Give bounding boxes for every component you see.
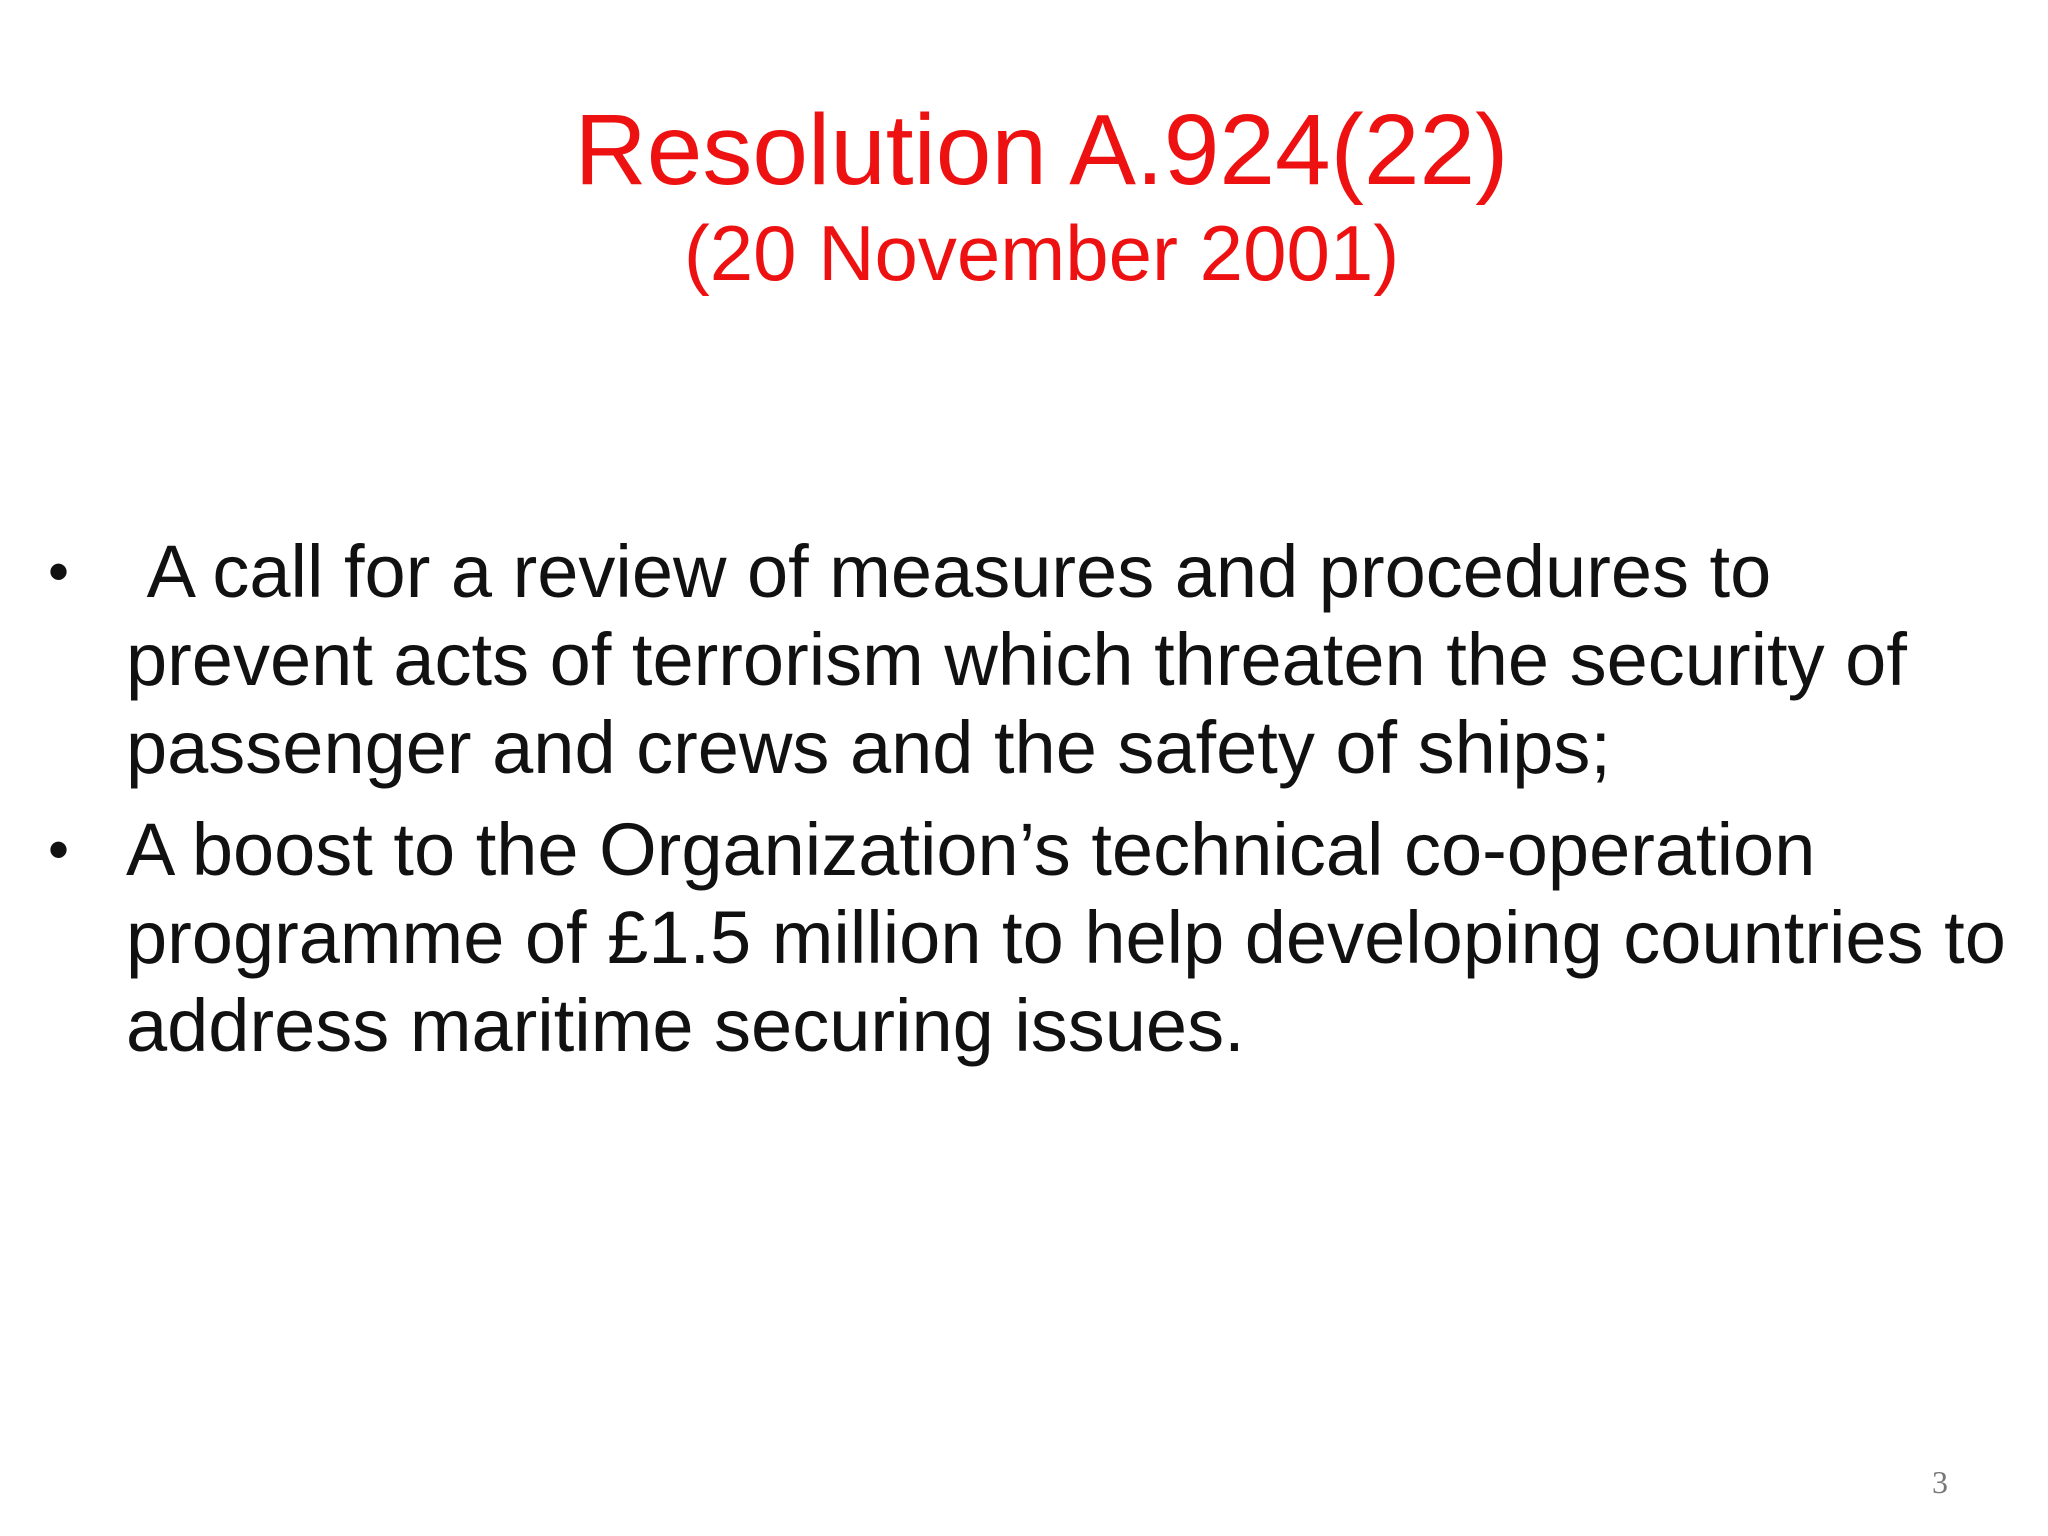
bullet-list <box>0 528 2048 1070</box>
page-number: 3 <box>1932 1464 1948 1500</box>
bullet-item-technical-cooperation <box>0 806 2048 1070</box>
bullet-text: A call for a review of measures and procedures to prevent acts of terrorism which threaten the security of passenger and crews and the safety of ships; <box>126 530 1928 789</box>
slide-title: Resolution A.924(22) <box>574 94 1509 206</box>
slide-subtitle: (20 November 2001) <box>683 209 1400 297</box>
bullet-item-review-measures <box>0 528 2048 792</box>
title-block <box>0 95 2048 301</box>
bullet-marker: • <box>48 816 70 883</box>
bullet-text: A boost to the Organization’s technical co-operation programme of £1.5 million to help developing countries to address maritime securing issues. <box>126 808 2006 1067</box>
bullet-marker: • <box>48 538 70 605</box>
